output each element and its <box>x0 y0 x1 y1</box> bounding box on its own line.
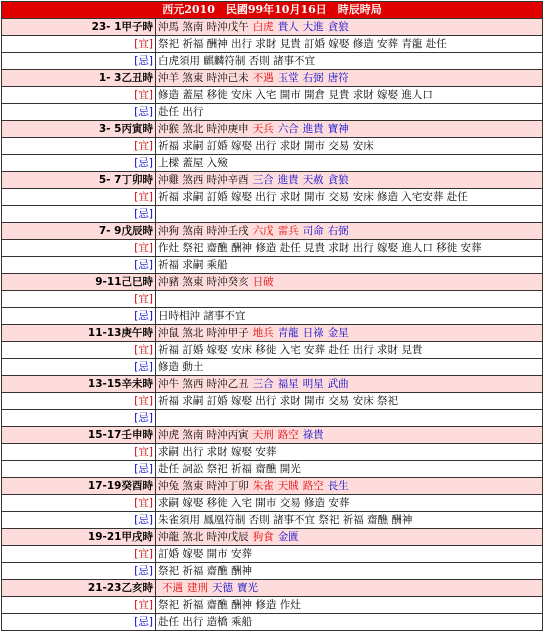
hour-row <box>2 580 543 597</box>
hour-star-tag: 建刑 <box>187 582 208 594</box>
hour-clash: 沖鼠 煞北 時沖甲子 <box>158 327 249 339</box>
ji-activities: 赴任 出行 <box>156 104 543 121</box>
almanac-table <box>1 1 543 631</box>
ji-activities <box>156 410 543 427</box>
hour-name: 1- 3乙丑時 <box>2 70 156 87</box>
yi-row <box>2 495 543 512</box>
hour-info <box>156 121 543 138</box>
yi-label: [宜] <box>2 189 156 206</box>
hour-name: 7- 9戊辰時 <box>2 223 156 240</box>
ji-label: [忌] <box>2 155 156 172</box>
yi-activities: 求嗣 出行 求財 嫁娶 安葬 <box>156 444 543 461</box>
hour-star-tag: 右弼 <box>302 72 324 84</box>
hour-star-tag: 進貴 <box>277 174 299 186</box>
yi-row <box>2 444 543 461</box>
hour-name: 21-23乙亥時 <box>2 580 156 597</box>
hour-star-tag: 六戊 <box>252 225 274 237</box>
hour-star-tag: 天賊 <box>277 480 299 492</box>
hour-clash: 沖豬 煞東 時沖癸亥 <box>158 276 249 288</box>
ji-row <box>2 461 543 478</box>
hour-star-tag: 天赦 <box>302 174 324 186</box>
ji-activities: 朱雀須用 鳳凰符制 否則 諸事不宜 祭祀 祈福 齋醮 酬神 <box>156 512 543 529</box>
hour-name: 3- 5丙寅時 <box>2 121 156 138</box>
hour-star-tag: 寶神 <box>327 123 349 135</box>
title-row <box>2 2 543 19</box>
hour-info <box>156 19 543 36</box>
hour-star-tag: 玉堂 <box>277 72 299 84</box>
ji-activities: 白虎須用 麒麟符制 否則 諸事不宜 <box>156 53 543 70</box>
ji-row <box>2 359 543 376</box>
ji-row <box>2 155 543 172</box>
yi-activities: 訂婚 嫁娶 開市 安葬 <box>156 546 543 563</box>
hour-star-tag: 天德 <box>212 582 233 594</box>
hour-star-tag: 六合 <box>277 123 299 135</box>
yi-label: [宜] <box>2 444 156 461</box>
hour-clash: 沖馬 煞南 時沖戊午 <box>158 21 249 33</box>
hour-name: 9-11己巳時 <box>2 274 156 291</box>
hour-star-tag: 金匱 <box>277 531 299 543</box>
ji-label: [忌] <box>2 614 156 631</box>
yi-label: [宜] <box>2 138 156 155</box>
hour-star-tag: 三合 <box>252 174 274 186</box>
yi-row <box>2 36 543 53</box>
ji-row <box>2 563 543 580</box>
ji-activities: 日時相沖 諸事不宜 <box>156 308 543 325</box>
hour-clash: 沖猴 煞北 時沖庚申 <box>158 123 249 135</box>
yi-activities: 祈福 求嗣 訂婚 嫁娶 出行 求財 開市 交易 安床 祭祀 <box>156 393 543 410</box>
hour-info <box>156 427 543 444</box>
ji-row <box>2 104 543 121</box>
yi-label: [宜] <box>2 36 156 53</box>
yi-activities: 祭祀 祈福 齋醮 酬神 修造 作灶 <box>156 597 543 614</box>
hour-info <box>156 70 543 87</box>
yi-activities: 求嗣 嫁娶 移徙 入宅 開市 交易 修造 安葬 <box>156 495 543 512</box>
hour-row <box>2 376 543 393</box>
yi-activities: 祭祀 祈福 酬神 出行 求財 見貴 訂婚 嫁娶 修造 安葬 青龍 赴任 <box>156 36 543 53</box>
hour-star-tag: 不遇 <box>162 582 183 594</box>
yi-row <box>2 546 543 563</box>
hour-name: 11-13庚午時 <box>2 325 156 342</box>
hour-star-tag: 貪狼 <box>327 21 349 33</box>
hour-star-tag: 金星 <box>327 327 349 339</box>
ji-label: [忌] <box>2 461 156 478</box>
hour-clash: 沖兔 煞東 時沖丁卯 <box>158 480 249 492</box>
yi-activities: 祈福 訂婚 嫁娶 安床 移徙 入宅 安葬 赴任 出行 求財 見貴 <box>156 342 543 359</box>
hour-star-tag: 大進 <box>302 21 324 33</box>
hour-name: 15-17壬申時 <box>2 427 156 444</box>
hour-name: 17-19癸酉時 <box>2 478 156 495</box>
hour-star-tag: 雷兵 <box>277 225 299 237</box>
hour-info <box>156 274 543 291</box>
yi-row <box>2 138 543 155</box>
yi-label: [宜] <box>2 87 156 104</box>
hour-star-tag: 日破 <box>252 276 274 288</box>
ji-label: [忌] <box>2 308 156 325</box>
ji-row <box>2 614 543 631</box>
hour-star-tag: 路空 <box>277 429 299 441</box>
hour-star-tag: 朱雀 <box>252 480 274 492</box>
hour-clash: 沖雞 煞西 時沖辛酉 <box>158 174 249 186</box>
hour-star-tag: 貪狼 <box>327 174 349 186</box>
hour-star-tag: 地兵 <box>252 327 274 339</box>
hour-star-tag: 路空 <box>302 480 324 492</box>
almanac-body <box>2 2 543 631</box>
hour-star-tag: 不遇 <box>252 72 274 84</box>
hour-name: 23- 1甲子時 <box>2 19 156 36</box>
ji-activities: 赴任 出行 造橋 乘船 <box>156 614 543 631</box>
hour-star-tag: 寶光 <box>237 582 258 594</box>
hour-star-tag: 貴人 <box>277 21 299 33</box>
hour-info <box>156 172 543 189</box>
yi-row <box>2 342 543 359</box>
hour-row <box>2 70 543 87</box>
yi-activities <box>156 291 543 308</box>
hour-info <box>156 223 543 240</box>
yi-label: [宜] <box>2 240 156 257</box>
ji-activities: 祈福 求嗣 乘船 <box>156 257 543 274</box>
yi-row <box>2 597 543 614</box>
ji-label: [忌] <box>2 359 156 376</box>
hour-star-tag: 青龍 <box>277 327 299 339</box>
hour-row <box>2 529 543 546</box>
hour-clash: 沖龍 煞北 時沖戊辰 <box>158 531 249 543</box>
hour-star-tag: 日祿 <box>302 327 324 339</box>
hour-name: 19-21甲戌時 <box>2 529 156 546</box>
ji-label: [忌] <box>2 563 156 580</box>
ji-label: [忌] <box>2 53 156 70</box>
hour-clash: 沖羊 煞東 時沖己未 <box>158 72 249 84</box>
hour-clash: 沖狗 煞南 時沖壬戌 <box>158 225 249 237</box>
hour-star-tag: 三合 <box>252 378 274 390</box>
ji-row <box>2 308 543 325</box>
yi-row <box>2 189 543 206</box>
hour-star-tag: 進貴 <box>302 123 324 135</box>
hour-row <box>2 325 543 342</box>
yi-label: [宜] <box>2 597 156 614</box>
hour-row <box>2 274 543 291</box>
hour-row <box>2 121 543 138</box>
ji-row <box>2 512 543 529</box>
hour-star-tag: 司命 <box>302 225 324 237</box>
hour-name: 13-15辛未時 <box>2 376 156 393</box>
hour-info <box>156 325 543 342</box>
yi-row <box>2 87 543 104</box>
hour-clash: 沖牛 煞西 時沖乙丑 <box>158 378 249 390</box>
hour-row <box>2 172 543 189</box>
ji-activities <box>156 206 543 223</box>
hour-star-tag: 明星 <box>302 378 324 390</box>
yi-label: [宜] <box>2 495 156 512</box>
hour-row <box>2 19 543 36</box>
ji-row <box>2 53 543 70</box>
yi-activities: 祈福 求嗣 訂婚 嫁娶 出行 求財 開市 交易 安床 修造 入宅安葬 赴任 <box>156 189 543 206</box>
hour-row <box>2 427 543 444</box>
ji-activities: 赴任 詞訟 祭祀 祈福 齋醮 開光 <box>156 461 543 478</box>
yi-label: [宜] <box>2 342 156 359</box>
hour-star-tag: 右弼 <box>327 225 349 237</box>
hour-row <box>2 478 543 495</box>
ji-row <box>2 257 543 274</box>
hour-row <box>2 223 543 240</box>
ji-label: [忌] <box>2 410 156 427</box>
hour-star-tag: 福星 <box>277 378 299 390</box>
ji-activities: 上樑 蓋屋 入殮 <box>156 155 543 172</box>
hour-star-tag: 狗食 <box>252 531 274 543</box>
yi-label: [宜] <box>2 393 156 410</box>
hour-info <box>156 529 543 546</box>
hour-star-tag: 白虎 <box>252 21 274 33</box>
hour-star-tag: 天刑 <box>252 429 274 441</box>
yi-row <box>2 240 543 257</box>
hour-info <box>156 376 543 393</box>
yi-label: [宜] <box>2 546 156 563</box>
ji-activities: 祭祀 祈福 齋醮 酬神 <box>156 563 543 580</box>
ji-label: [忌] <box>2 206 156 223</box>
hour-name: 5- 7丁卯時 <box>2 172 156 189</box>
hour-info <box>156 478 543 495</box>
ji-row <box>2 206 543 223</box>
hour-star-tag: 祿貴 <box>302 429 324 441</box>
hour-clash: 沖虎 煞南 時沖丙寅 <box>158 429 249 441</box>
hour-star-tag: 武曲 <box>327 378 349 390</box>
ji-activities: 修造 動土 <box>156 359 543 376</box>
hour-info <box>156 580 543 597</box>
ji-row <box>2 410 543 427</box>
yi-activities: 修造 蓋屋 移徙 安床 入宅 開市 開倉 見貴 求財 嫁娶 進人口 <box>156 87 543 104</box>
page-title: 西元2010 民國99年10月16日 時辰時局 <box>2 2 543 19</box>
yi-activities: 作灶 祭祀 齋醮 酬神 修造 赴任 見貴 求財 出行 嫁娶 進人口 移徙 安葬 <box>156 240 543 257</box>
hour-star-tag: 唐符 <box>327 72 349 84</box>
yi-label: [宜] <box>2 291 156 308</box>
yi-activities: 祈福 求嗣 訂婚 嫁娶 出行 求財 開市 交易 安床 <box>156 138 543 155</box>
yi-row <box>2 393 543 410</box>
ji-label: [忌] <box>2 512 156 529</box>
yi-row <box>2 291 543 308</box>
hour-star-tag: 長生 <box>327 480 349 492</box>
ji-label: [忌] <box>2 257 156 274</box>
hour-star-tag: 天兵 <box>252 123 274 135</box>
ji-label: [忌] <box>2 104 156 121</box>
